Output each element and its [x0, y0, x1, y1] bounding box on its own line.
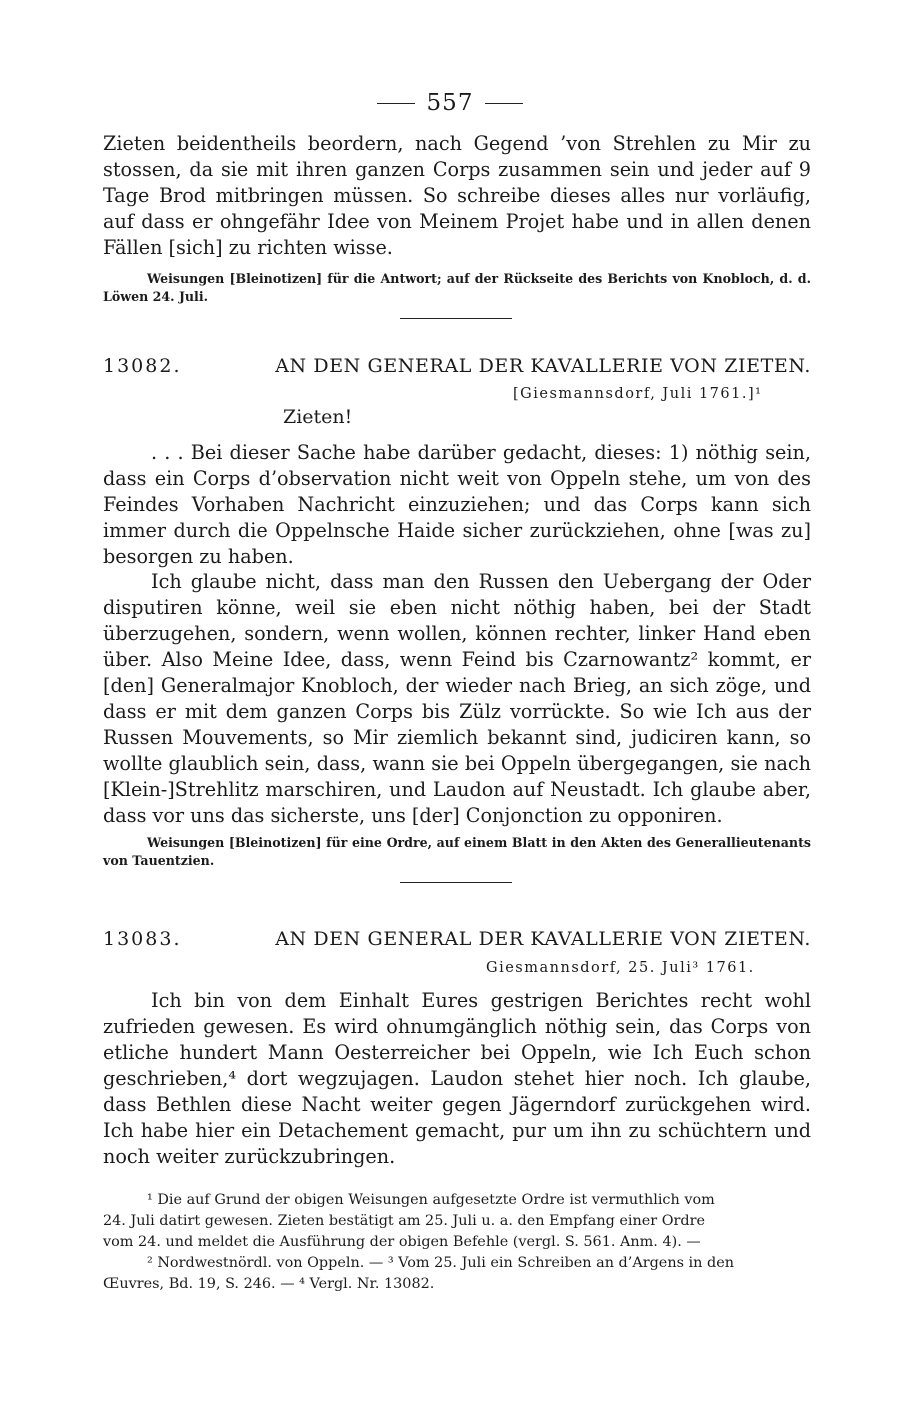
letter-13082-salutation: Zieten! [283, 406, 353, 428]
footnote-line: ¹ Die auf Grund der obigen Weisungen aufgesetzte Ordre ist vermuthlich vom [147, 1192, 715, 1208]
footnote-line: Œuvres, Bd. 19, S. 246. — ⁴ Vergl. Nr. 13082. [103, 1276, 435, 1292]
footnote-line: vom 24. und meldet die Ausführung der obigen Befehle (vergl. S. 561. Anm. 4). — [103, 1234, 701, 1250]
header-dash-left [377, 103, 415, 104]
continuation-paragraph: Zieten beidentheils beordern, nach Gegend ’von Strehlen zu Mir zu stossen, da sie mit ihren ganzen Corps zusammen sein und jeder auf 9 Tage Brod mitbringen müssen. So schreibe dieses alles nur vorläufig, auf dass er ohngefähr Idee von Meinem Projet habe und in allen denen Fällen [sich] zu richten wisse. [103, 132, 811, 259]
letter-13083-heading [103, 928, 811, 950]
letter-13082-source-note: Weisungen [Bleinotizen] für eine Ordre, auf einem Blatt in den Akten des Generallieutenants von Tauentzien. [103, 835, 811, 868]
letter-13082-paragraph-2: Ich glaube nicht, dass man den Russen den Uebergang der Oder disputiren könne, weil sie eben nicht nöthig haben, bei der Stadt überzugehen, sondern, wenn wollen, können rechter, linker Hand eben über. Also Meine Idee, dass, wenn Feind bis Czarnowantz² kommt, er [den] Generalmajor Knobloch, der wieder nach Brieg, an sich zöge, und dass er mit dem ganzen Corps bis Zülz vorrückte. So wie Ich aus der Russen Mouvements, so Mir ziemlich bekannt sind, judiciren kann, so wollte glaublich sein, dass, wann sie bei Oppeln übergegangen, sie nach [Klein-]Strehlitz marschiren, und Laudon auf Neustadt. Ich glaube aber, dass vor uns das sicherste, uns [der] Conjonction zu opponiren. [103, 570, 811, 827]
continuation-source-note: Weisungen [Bleinotizen] für die Antwort; auf der Rückseite des Berichts von Knobloch, d. d. Löwen 24. Juli. [103, 271, 811, 304]
footnote-line: ² Nordwestnördl. von Oppeln. — ³ Vom 25. Juli ein Schreiben an d’Argens in den [147, 1255, 734, 1271]
letter-13082-dateline: [Giesmannsdorf, Juli 1761.]¹ [513, 386, 763, 402]
letter-13083-paragraph-1: Ich bin von dem Einhalt Eures gestrigen Berichtes recht wohl zufrieden gewesen. Es wird ohnumgänglich nöthig sein, das Corps von etliche hundert Mann Oesterreicher bei Oppeln, wie Ich Euch schon geschrieben,⁴ dort wegzujagen. Laudon stehet hier noch. Ich glaube, dass Bethlen diese Nacht weiter gegen Jägerndorf zurückgehen wird. Ich habe hier ein Detachement gemacht, pur um ihn zu schüchtern und noch weiter zurückzubringen. [103, 989, 811, 1168]
page-number: 557 [426, 90, 474, 116]
letter-13082-title: AN DEN GENERAL DER KAVALLERIE VON ZIETEN. [275, 355, 811, 377]
footnote-line: 24. Juli datirt gewesen. Zieten bestätigt am 25. Juli u. a. den Empfang einer Ordre [103, 1213, 706, 1229]
section-divider [400, 882, 512, 883]
letter-13083-number: 13083. [103, 928, 182, 950]
letter-13082-paragraph-1: . . . Bei dieser Sache habe darüber gedacht, dieses: 1) nöthig sein, dass ein Corps d’observation nicht weit von Oppeln stehe, um von des Feindes Vorhaben Nachricht einzuziehen; und das Corps kann sich immer durch die Oppelnsche Haide sicher zurückziehen, ohne [was zu] besorgen zu haben. [103, 441, 811, 568]
page-header [0, 88, 900, 118]
letter-13082-number: 13082. [103, 355, 182, 377]
letter-13083-dateline: Giesmannsdorf, 25. Juli³ 1761. [486, 960, 755, 976]
footnotes [103, 1190, 811, 1295]
section-divider [400, 318, 512, 319]
letter-13083-title: AN DEN GENERAL DER KAVALLERIE VON ZIETEN. [275, 928, 811, 950]
letter-13082-heading [103, 355, 811, 377]
header-dash-right [485, 103, 523, 104]
